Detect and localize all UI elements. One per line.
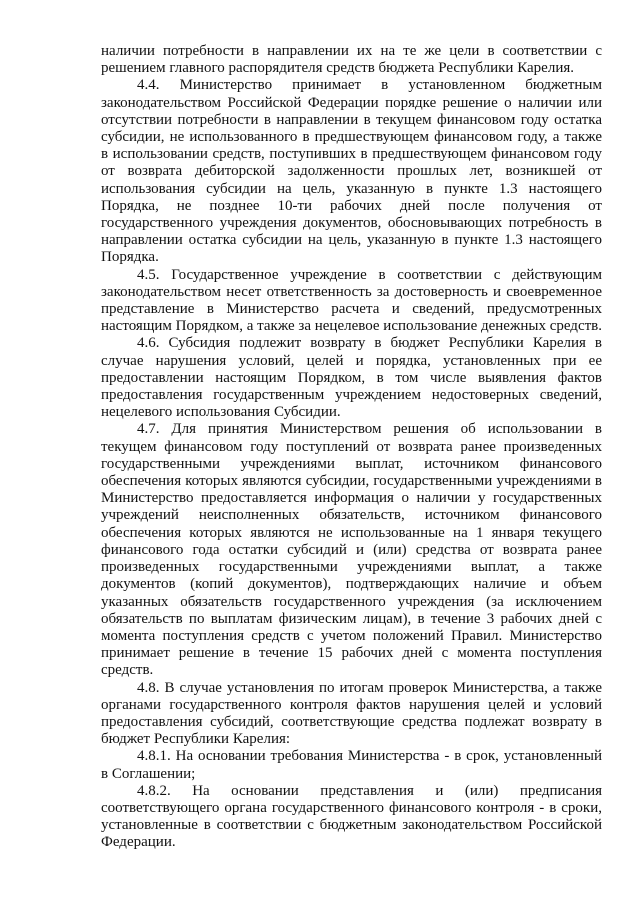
paragraph-4-6: 4.6. Субсидия подлежит возврату в бюджет Республики Карелия в случае нарушения условий, целей и порядка, установленных при ее предоставлении настоящим Порядком, в том числе выявления фактов предоставления государственным учреждением недостоверных сведений, нецелевого использования Субсидии.: [101, 335, 602, 421]
paragraph-4-5: 4.5. Государственное учреждение в соответствии с действующим законодательством несет ответственность за достоверность и своевременное представление в Министерство расчета и сведений, предусмотренных настоящим Порядком, а также за нецелевое использование денежных средств.: [101, 266, 602, 335]
paragraph-4-8: 4.8. В случае установления по итогам проверок Министерства, а также органами государственного контроля фактов нарушения целей и условий предоставления субсидий, соответствующие средства подлежат возврату в бюджет Республики Карелия:: [101, 679, 602, 748]
paragraph-4-8-2: 4.8.2. На основании представления и (или) предписания соответствующего органа государственного финансового контроля - в сроки, установленные в соответствии с бюджетным законодательством Российской Федерации.: [101, 782, 602, 851]
paragraph-4-7: 4.7. Для принятия Министерством решения об использовании в текущем финансовом году поступлений от возврата ранее произведенных государственными учреждениями выплат, источником финансового обеспечения которых являются субсидии, государственными учреждениями в Министерство предоставляется информация о наличии у государственных учреждений неисполненных обязательств, источником финансового обеспечения которых являются не использованные на 1 января текущего финансового года остатки субсидий и (или) средства от возврата ранее произведенных государственными учреждениями выплат, а также документов (копий документов), подтверждающих наличие и объем указанных обязательств государственного учреждения (за исключением обязательств по выплатам физическим лицам), в течение 3 рабочих дней с момента поступления средств с учетом положений Правил. Министерство принимает решение в течение 15 рабочих дней с момента поступления средств.: [101, 421, 602, 679]
paragraph-4-8-1: 4.8.1. На основании требования Министерства - в срок, установленный в Соглашении;: [101, 748, 602, 782]
paragraph-continuation: наличии потребности в направлении их на те же цели в соответствии с решением главного распорядителя средств бюджета Республики Карелия.: [101, 43, 602, 77]
paragraph-4-4: 4.4. Министерство принимает в установленном бюджетным законодательством Российской Федерации порядке решение о наличии или отсутствии потребности в направлении в текущем финансовом году остатка субсидии, не использованного в предшествующем финансовом году, а также в использовании средств, поступивших в предшествующем финансовом году от возврата дебиторской задолженности прошлых лет, возникшей от использования субсидии на цель, указанную в пункте 1.3 настоящего Порядка, не позднее 10-ти рабочих дней после получения от государственного учреждения документов, обосновывающих потребность в направлении остатка субсидии на цель, указанную в пункте 1.3 настоящего Порядка.: [101, 77, 602, 266]
